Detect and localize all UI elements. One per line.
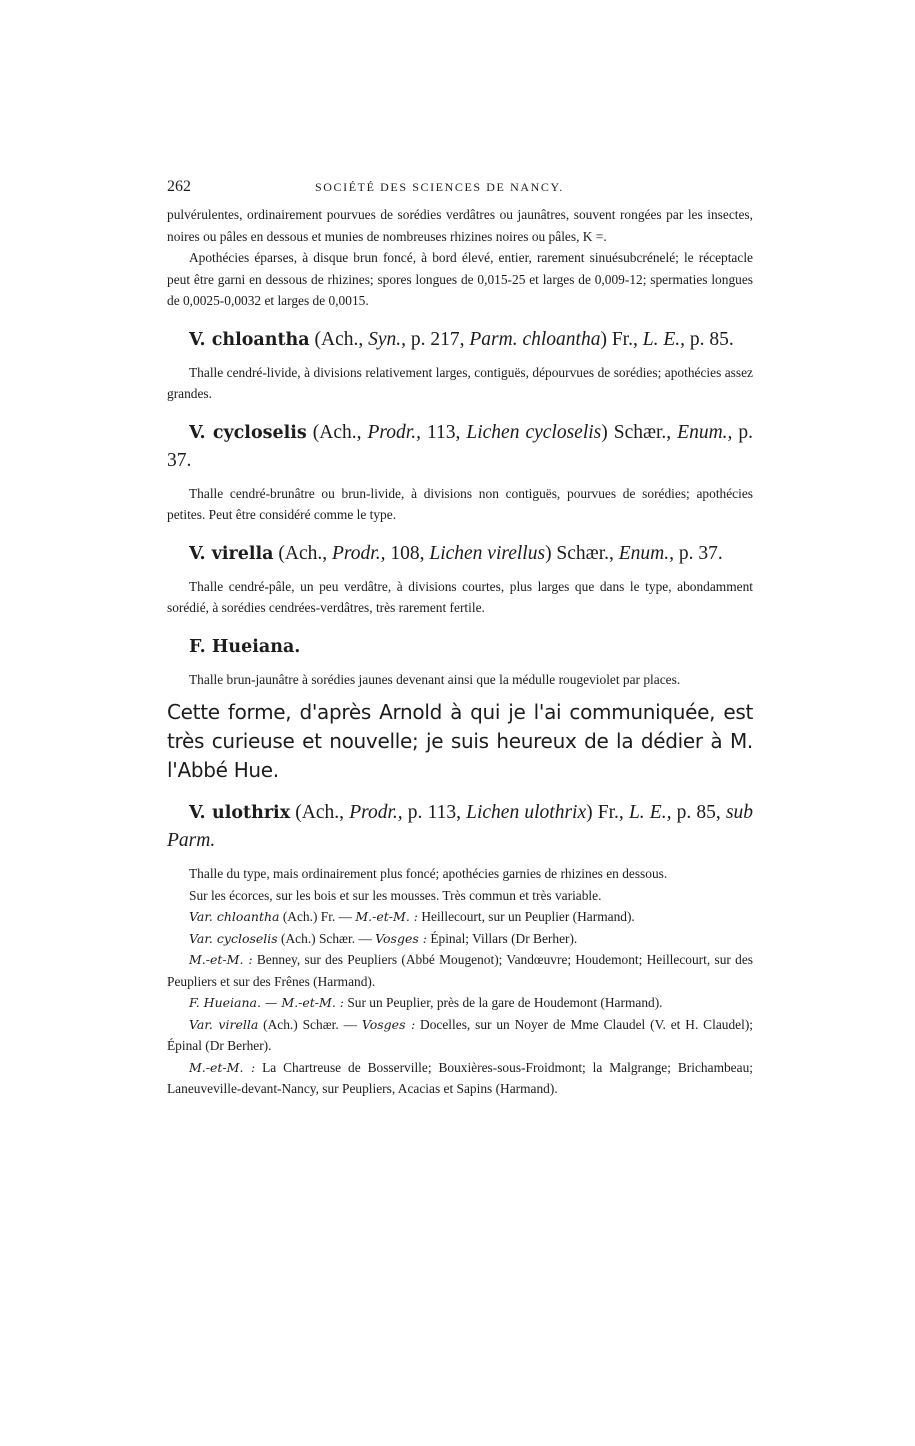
- locality-cycloselis: Var. cycloselis (Ach.) Schær. — Vosges : Épinal; Villars (Dr Berher).: [189, 930, 578, 946]
- page-body: [167, 178, 753, 1100]
- virella-description: Thalle cendré-pâle, un peu verdâtre, à divisions courtes, plus larges que dans le type, abondamment sorédié, à sorédies cendrées-verdâtres, très rarement fertile.: [167, 578, 753, 615]
- locality-chloantha: Var. chloantha (Ach.) Fr. — M.-et-M. : Heillecourt, sur un Peuplier (Harmand).: [189, 909, 635, 924]
- hueiana-note: Cette forme, d'après Arnold à qui je l'ai communiquée, est très curieuse et nouvelle; je suis heureux de la dédier à M. l'Abbé Hue.: [167, 700, 753, 782]
- ulothrix-heading: V. ulothrix (Ach., Prodr., p. 113, Lichen ulothrix) Fr., L. E., p. 85, sub Parm.: [167, 802, 754, 851]
- intro-paragraph-2: Apothécies éparses, à disque brun foncé, à bord élevé, entier, rarement sinuésubcrénelé; le réceptacle peut être garni en dessous de rhizines; spores longues de 0,015-25 et larges de 0,009-12; spermaties longues de 0,0025-0,0032 et larges de 0,0015.: [167, 250, 753, 308]
- locality-virella-mm: M.-et-M. : La Chartreuse de Bosserville; Bouxières-sous-Froidmont; la Malgrange; Brichambeau; Laneuveville-devant-Nancy, sur Peupliers, Acacias et Sapins (Harmand).: [167, 1059, 753, 1096]
- chloantha-heading: V. chloantha (Ach., Syn., p. 217, Parm. chloantha) Fr., L. E., p. 85.: [189, 328, 734, 350]
- taxon-name: V. cycloselis: [189, 422, 307, 443]
- taxon-name: V. ulothrix: [189, 803, 291, 823]
- cycloselis-heading: V. cycloselis (Ach., Prodr., 113, Lichen cycloselis) Schær., Enum., p. 37.: [167, 421, 754, 471]
- cycloselis-description: Thalle cendré-brunâtre ou brun-livide, à divisions non contiguës, pourvues de sorédies; apothécies petites. Peut être considéré comme le type.: [167, 485, 753, 522]
- locality-virella: Var. virella (Ach.) Schær. — Vosges : Docelles, sur un Noyer de Mme Claudel (V. et H. Claudel); Épinal (Dr Berher).: [167, 1016, 753, 1053]
- intro-paragraph-1: pulvérulentes, ordinairement pourvues de sorédies verdâtres ou jaunâtres, souvent rongées par les insectes, noires ou pâles en dessous et munies de nombreuses rhizines noires ou pâles, K =.: [167, 207, 753, 244]
- chloantha-description: Thalle cendré-livide, à divisions relativement larges, contiguës, dépourvues de sorédies; apothécies assez grandes.: [167, 364, 753, 401]
- running-title: SOCIÉTÉ DES SCIENCES DE NANCY.: [315, 180, 564, 194]
- locality-hueiana: F. Hueiana. — M.-et-M. : Sur un Peuplier, près de la gare de Houdemont (Harmand).: [189, 995, 663, 1010]
- page-header: [167, 178, 753, 204]
- taxon-name: V. virella: [189, 543, 274, 564]
- taxon-name: V. chloantha: [189, 329, 310, 350]
- page-number: 262: [167, 178, 191, 195]
- taxon-name: F. Hueiana.: [189, 636, 301, 657]
- ulothrix-description: Thalle du type, mais ordinairement plus foncé; apothécies garnies de rhizines en dessous.: [189, 866, 668, 881]
- hueiana-heading: [167, 633, 753, 661]
- hueiana-description: Thalle brun-jaunâtre à sorédies jaunes devenant ainsi que la médulle rougeviolet par places.: [189, 671, 681, 687]
- locality-general: Sur les écorces, sur les bois et sur les mousses. Très commun et très variable.: [189, 887, 602, 903]
- locality-cycloselis-mm: M.-et-M. : Benney, sur des Peupliers (Abbé Mougenot); Vandœuvre; Houdemont; Heillecourt, sur des Peupliers et sur des Frênes (Harmand).: [167, 952, 753, 989]
- virella-heading: V. virella (Ach., Prodr., 108, Lichen virellus) Schær., Enum., p. 37.: [189, 542, 723, 564]
